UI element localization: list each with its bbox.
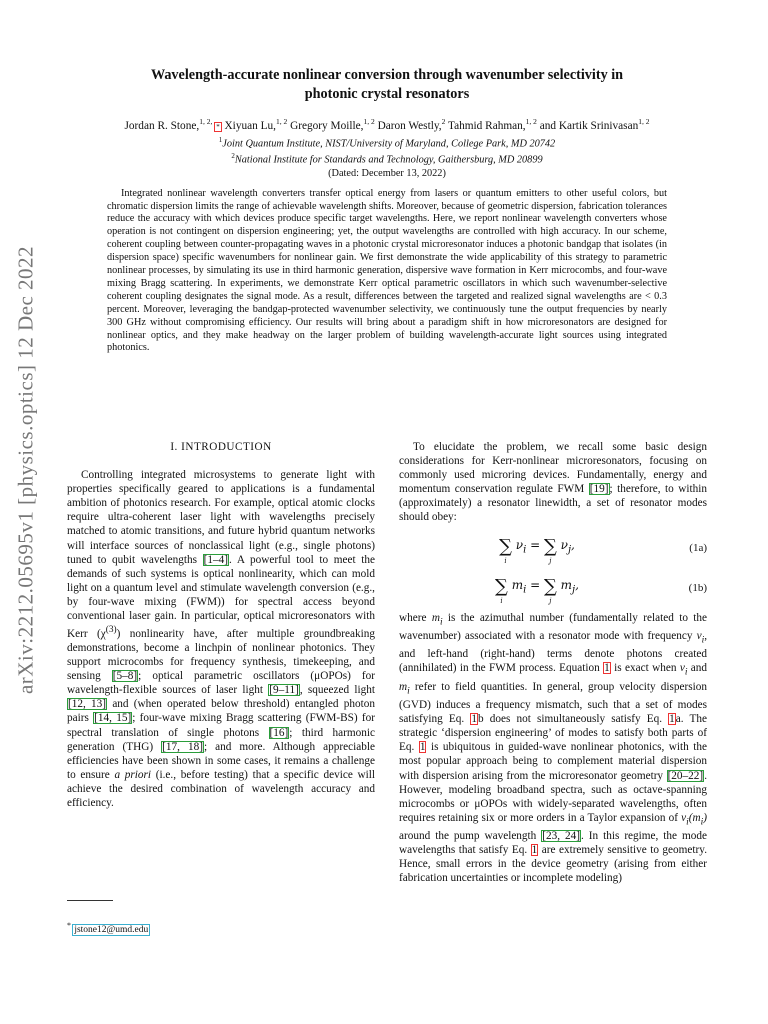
citation-link[interactable]: [17, 18]	[162, 740, 203, 753]
email-link[interactable]: jstone12@umd.edu	[74, 925, 149, 936]
citation-link[interactable]: [5–8]	[112, 670, 138, 683]
citation-link[interactable]: [19]	[589, 483, 609, 496]
equation-ref-link[interactable]: 1	[669, 713, 675, 726]
section-heading: I. INTRODUCTION	[170, 441, 272, 453]
footnote-divider	[67, 900, 113, 901]
intro-paragraph-3: where $m_i$ is the azimuthal number (fundamentally related to the wavenumber) associated with a resonator mode with frequency $\nu_i$, and left-hand (right-hand) terms denote photons created (annihilated) in the FWM process. Equation 1 is exact when $\nu_i$ and $m_i$ refer to field quantities. In general, group velocity dispersion (GVD) induces a frequency mismatch, such that a set of modes satisfying Eq. 1b does not simultaneously satisfy Eq. 1a. The strategic ‘dispersion engineering’ of modes to satisfy both parts of Eq. 1 is ubiquitous in guided-wave nonlinear photonics, with the most popular approach being to complement material dispersion with dispersion arising from the microresonator geometry [20–22]. However, modeling broadband spectra, such as octave-spanning microcombs or μOPOs with widely-separated wavelengths, often requires retaining six or more orders in a Taylor expansion of $\nu_i(m_i)$ around the pump wavelength [23, 24]. In this regime, the mode wavelengths that satisfy Eq. 1 are extremely sensitive to geometry. Hence, small errors in the device geometry (arising from either fabrication uncertainties or incomplete modeling)	[399, 611, 708, 885]
affiliation-2: $^2$National Institute for Standards and Technology, Gaithersburg, MD 20899	[231, 152, 543, 166]
equation-ref-link[interactable]: 1	[531, 844, 538, 857]
citation-link[interactable]: [9–11]	[269, 684, 299, 697]
right-column	[399, 440, 707, 886]
arxiv-identifier: arXiv:2212.05695v1 [physics.optics] 12 Dec 2022	[13, 245, 38, 695]
intro-paragraph: Controlling integrated microsystems to generate light with properties specifically geared to applications is a fundamental ambition of photonics research. For example, optical atomic clocks require ultra-coherent laser light with wavelengths precisely matched to atomic transitions, and future hybrid quantum networks will interface sources of nonclassical light (e.g., single photons) tuned to qubit wavelengths [1–4]. A powerful tool to meet the demands of such systems is optical nonlinearity, which can mold light on a quantum level and stimulate wavelength conversion (e.g., by four-wave mixing (FWM)) for spectral access beyond conventional laser gain. In particular, optical microresonators with Kerr $(\chi^{(3)})$ nonlinearity have, after multiple groundbreaking demonstrations, become a linchpin of nonlinear photonics. They support microcombs for frequency synthesis, timekeeping, and sensing [5–8]; optical parametric oscillators (μOPOs) for wavelength-flexible sources of laser light [9–11], squeezed light [12, 13] and (when operated below threshold) entangled photon pairs [14, 15]; four-wave mixing Bragg scattering (FWM-BS) for spectral translation of single photons [16]; third harmonic generation (THG) [17, 18]; and more. Although appreciable efficiencies have been shown in some cases, it remains a challenge to ensure a priori (i.e., before testing) that a specific device will achieve the desired combination of wavelength accuracy and efficiency.	[67, 469, 376, 809]
footnote: * jstone12@umd.edu	[67, 921, 149, 936]
equation-ref-link[interactable]: 1	[604, 662, 610, 675]
citation-link[interactable]: [14, 15]	[94, 712, 132, 725]
equation-ref-link[interactable]: 1	[471, 713, 477, 726]
citation-link[interactable]: [12, 13]	[68, 698, 107, 711]
affiliation-1: $^1$Joint Quantum Institute, NIST/University of Maryland, College Park, MD 20742	[218, 135, 556, 150]
date-line: (Dated: December 13, 2022)	[328, 167, 446, 179]
author-list: Jordan R. Stone,$^{1, 2,}$ * Xiyuan Lu,$^{1, 2}$ Gregory Moille,$^{1, 2}$ Daron Westly,$^2$ Tahmid Rahman,$^{1, 2}$ and Kartik Srinivasan$^{1, 2}$	[124, 117, 650, 132]
left-column	[67, 440, 375, 886]
abstract: Integrated nonlinear wavelength converters transfer optical energy from lasers or quantum emitters to other useful colors, but chromatic dispersion limits the range of achievable wavelength shifts. Moreover, because of geometric dispersion, fabrication tolerances reduce the accuracy with which devices produce specific target wavelengths. Here, we report nonlinear wavelength converters whose operation is not contingent on dispersion engineering; yet, the output wavelengths are controlled with high accuracy. In our scheme, coherent coupling between counter-propagating waves in a photonic crystal microresonator induces a photonic bandgap that isolates (in dispersion space) specific wavenumbers for nonlinear gain. We first demonstrate the wide applicability of this strategy to parametric nonlinear processes, by simulating its use in third harmonic generation, dispersive wave formation in Kerr microcombs, and four-wave mixing Bragg scattering. In experiments, we demonstrate Kerr optical parametric oscillators in which such wavenumber-selective coherent coupling designates the signal mode. As a result, differences between the targeted and realized signal wavelengths are < 0.3 percent. Moreover, leveraging the bandgap-protected wavenumber selectivity, we continuously tune the output frequencies by nearly 300 GHz without compromising efficiency. Our results will bring about a paradigm shift in how microresonators are designed for nonlinear optics, and they make headway on the larger problem of building wavelength-accurate light sources using integrated photonics.	[107, 187, 667, 354]
citation-link[interactable]: [16]	[269, 726, 289, 739]
equation-1b: ∑ i $m_i$ = ∑ j $m_j$, (1b)	[495, 575, 707, 605]
equation-1a: ∑ i $\nu_i$ = ∑ j $\nu_j$, (1a)	[499, 535, 707, 565]
footnote-link[interactable]: *	[216, 122, 220, 131]
citation-link[interactable]: [1–4]	[203, 553, 229, 566]
intro-paragraph-2: To elucidate the problem, we recall some basic design considerations for Kerr-nonlinear microresonators, focusing on commonly used microring devices. Fundamentally, energy and momentum conservation regulate FWM [19]; therefore, to within (approximately) a resonator linewidth, a set of resonator modes should obey:	[399, 441, 707, 524]
citation-link[interactable]: [20–22]	[667, 769, 704, 782]
paper-title: Wavelength-accurate nonlinear conversion through wavenumber selectivity in photonic crystal resonators	[150, 67, 624, 102]
paper-header	[67, 66, 707, 355]
citation-link[interactable]: [23, 24]	[542, 830, 581, 843]
body-columns	[67, 440, 707, 886]
equation-ref-link[interactable]: 1	[419, 741, 426, 754]
